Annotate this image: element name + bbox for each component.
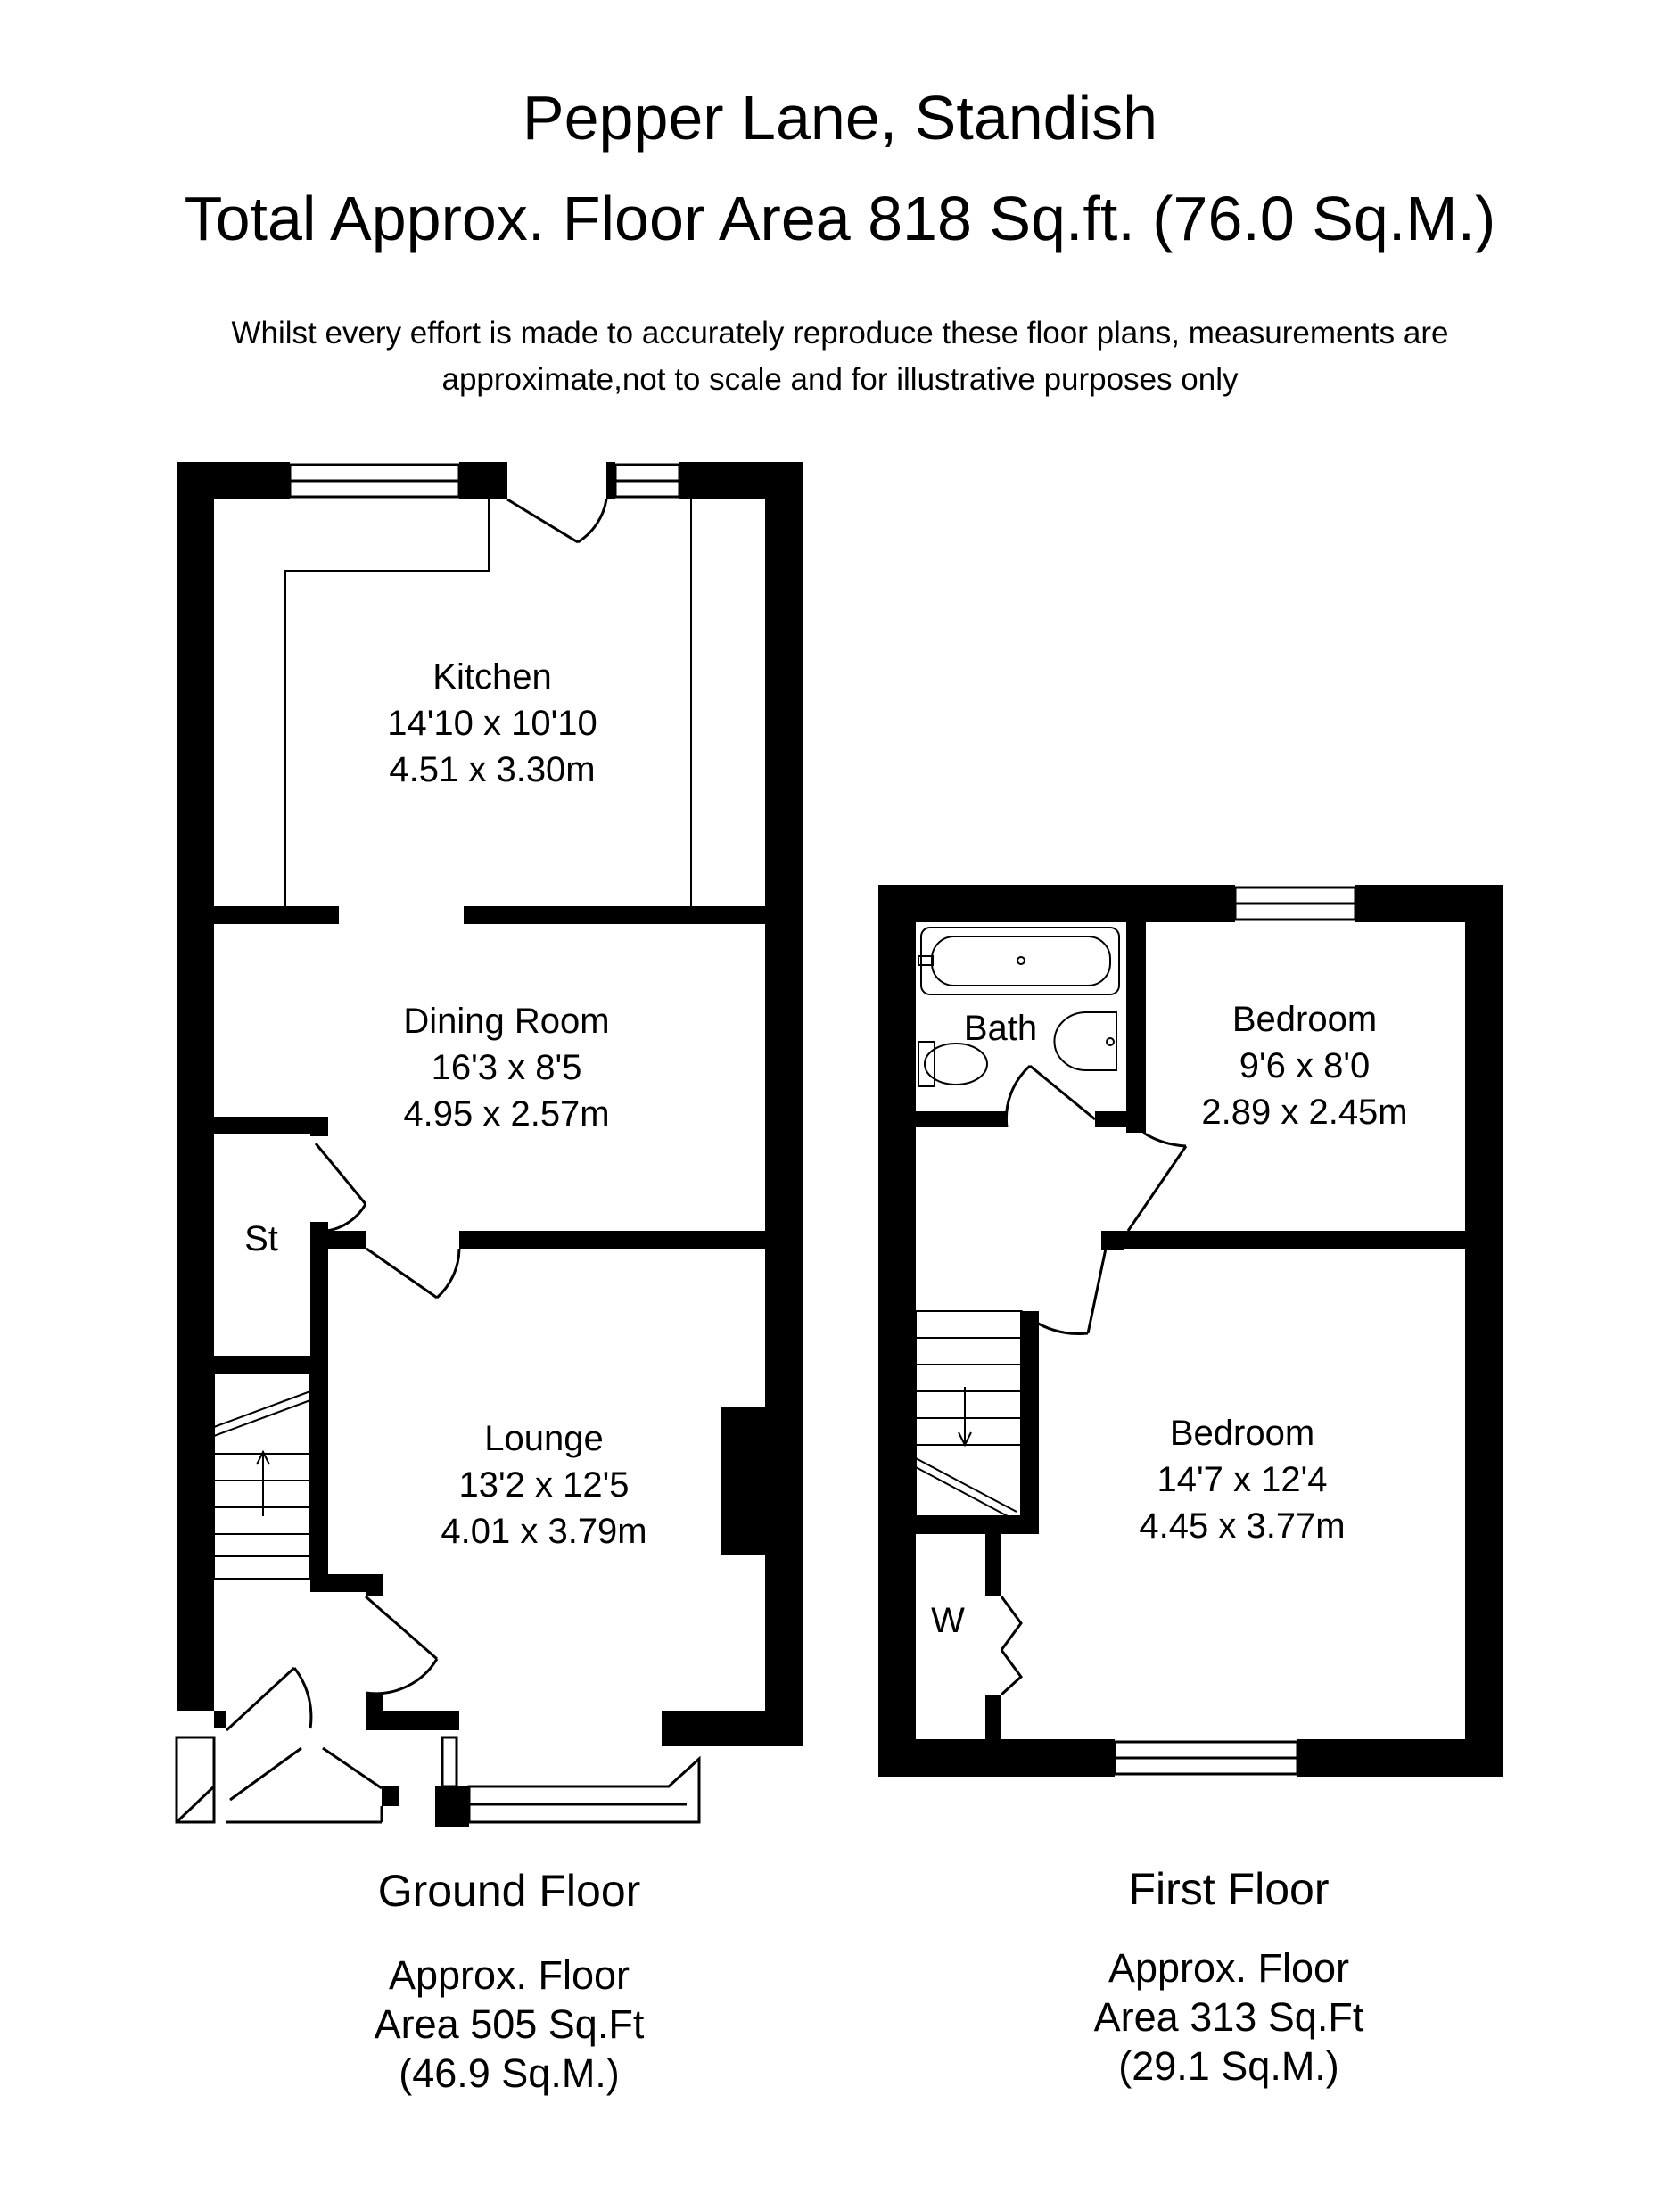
lounge-label: Lounge xyxy=(484,1419,604,1458)
kitchen-imperial-dimensions: 14'10 x 10'10 xyxy=(387,704,597,743)
first-floor-labels xyxy=(931,1000,1408,1640)
bedroom-1-label: Bedroom xyxy=(1231,1000,1378,1039)
store-label: St xyxy=(244,1219,278,1258)
ground-floor-heading: Ground Floor xyxy=(377,1866,641,1916)
wardrobe-label: W xyxy=(931,1601,965,1640)
ground-floor-area-line-1: Approx. Floor xyxy=(388,1952,630,1998)
first-floor-heading: First Floor xyxy=(1128,1864,1330,1914)
disclaimer-line-1: Whilst every effort is made to accurately reproduce these floor plans, measurements are xyxy=(231,316,1449,351)
dining-room-label: Dining Room xyxy=(403,1002,610,1041)
bedroom-1-metric-dimensions: 2.89 x 2.45m xyxy=(1201,1093,1408,1132)
dining-room-metric-dimensions: 4.95 x 2.57m xyxy=(403,1094,610,1134)
first-floor-area-line-1: Approx. Floor xyxy=(1108,1945,1350,1991)
first-floor-area-line-2: Area 313 Sq.Ft xyxy=(1093,1994,1364,2040)
bath-label: Bath xyxy=(963,1009,1038,1048)
plan-title: Pepper Lane, Standish xyxy=(522,83,1158,153)
dining-room-imperial-dimensions: 16'3 x 8'5 xyxy=(431,1048,582,1087)
bedroom-2-metric-dimensions: 4.45 x 3.77m xyxy=(1139,1506,1346,1546)
disclaimer-line-2: approximate,not to scale and for illustrative purposes only xyxy=(441,362,1239,397)
total-floor-area: Total Approx. Floor Area 818 Sq.ft. (76.0 Sq.M.) xyxy=(184,184,1496,253)
ground-floor-area-line-2: Area 505 Sq.Ft xyxy=(374,2001,645,2047)
ground-floor-caption xyxy=(375,1866,645,2096)
bedroom-2-imperial-dimensions: 14'7 x 12'4 xyxy=(1157,1460,1328,1499)
bedroom-1-imperial-dimensions: 9'6 x 8'0 xyxy=(1239,1046,1371,1085)
ground-floor-labels xyxy=(244,657,647,1551)
first-floor-area-line-3: (29.1 Sq.M.) xyxy=(1118,2043,1339,2089)
first-floor-caption xyxy=(1094,1864,1364,2089)
kitchen-label: Kitchen xyxy=(432,657,552,697)
lounge-imperial-dimensions: 13'2 x 12'5 xyxy=(458,1465,630,1505)
bedroom-2-label: Bedroom xyxy=(1169,1414,1315,1453)
lounge-metric-dimensions: 4.01 x 3.79m xyxy=(441,1512,647,1551)
kitchen-metric-dimensions: 4.51 x 3.30m xyxy=(389,750,596,789)
ground-floor-area-line-3: (46.9 Sq.M.) xyxy=(399,2050,620,2096)
